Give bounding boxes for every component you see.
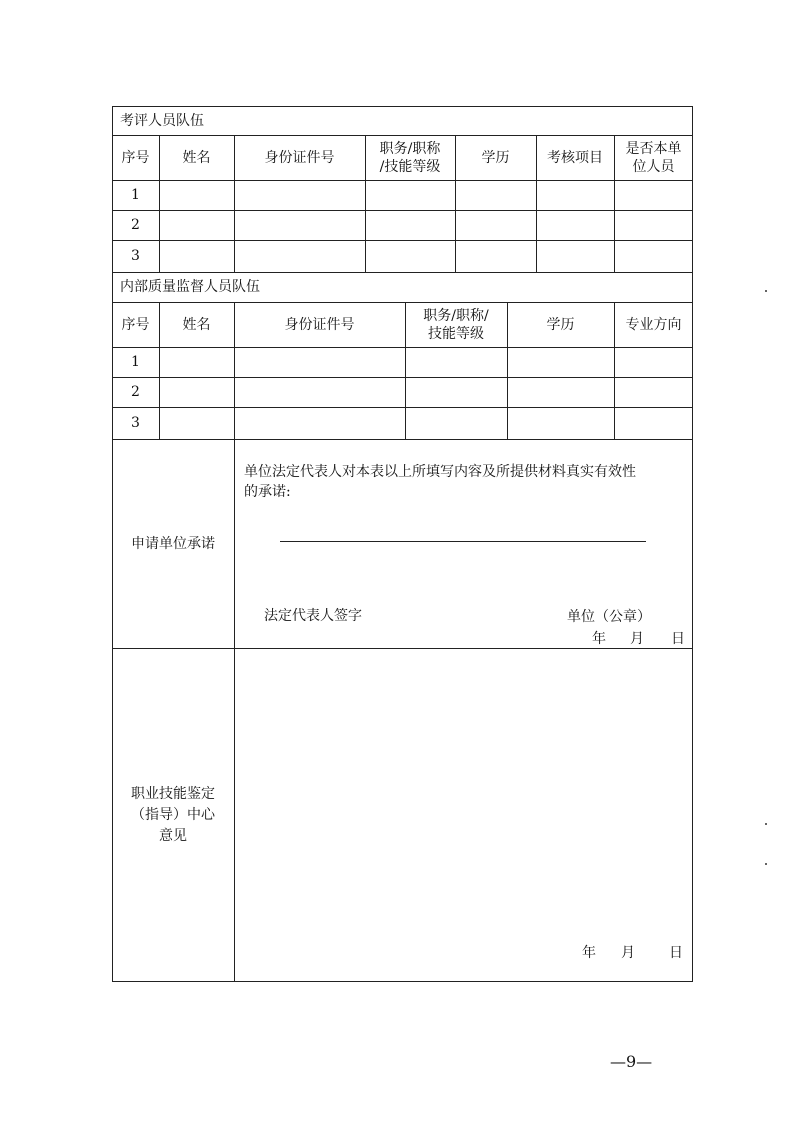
row-seq: 2 <box>131 384 140 400</box>
scan-speck <box>765 863 767 865</box>
header-specialty: 专业方向 <box>625 316 682 333</box>
row-seq: 1 <box>131 354 140 370</box>
row-line <box>112 377 693 378</box>
row-line <box>112 210 693 211</box>
row-line <box>112 407 693 408</box>
row-seq: 3 <box>131 248 140 264</box>
date-day: 日 <box>669 945 683 961</box>
commitment-signature-line <box>280 541 646 542</box>
row-seq: 2 <box>131 217 140 233</box>
row-seq: 3 <box>131 415 140 431</box>
date-month: 月 <box>621 945 635 961</box>
row-line <box>112 347 693 348</box>
header-assessment: 考核项目 <box>547 149 603 166</box>
date-year: 年 <box>582 945 596 961</box>
header-education: 学历 <box>481 149 510 166</box>
commitment-text-line1: 单位法定代表人对本表以上所填写内容及所提供材料真实有效性 <box>244 464 636 480</box>
date-year: 年 <box>592 631 606 647</box>
page-number: —9— <box>610 1052 653 1071</box>
header-name: 姓名 <box>182 149 211 166</box>
header-id: 身份证件号 <box>264 149 335 166</box>
header-seq: 序号 <box>121 149 150 166</box>
header-title: 职务/职称 /技能等级 <box>379 140 441 175</box>
scan-speck <box>765 823 767 825</box>
header-seq: 序号 <box>121 316 150 333</box>
opinion-label: 职业技能鉴定 （指导）中心 意见 <box>131 785 215 844</box>
commitment-label: 申请单位承诺 <box>131 535 215 552</box>
date-day: 日 <box>671 631 685 647</box>
row-line <box>112 180 693 181</box>
signature-label: 法定代表人签字 <box>264 608 362 624</box>
section2-title: 内部质量监督人员队伍 <box>120 279 260 295</box>
section1-title: 考评人员队伍 <box>120 112 204 129</box>
row-line <box>112 240 693 241</box>
scan-speck <box>765 290 767 292</box>
seal-label: 单位（公章） <box>567 609 651 625</box>
col-line <box>234 439 235 982</box>
row-seq: 1 <box>131 187 140 203</box>
header-education: 学历 <box>546 316 575 333</box>
commitment-text-line2: 的承诺: <box>244 484 291 500</box>
header-title: 职务/职称/ 技能等级 <box>423 307 489 342</box>
header-id: 身份证件号 <box>284 316 355 333</box>
header-member: 是否本单 位人员 <box>625 140 682 175</box>
header-name: 姓名 <box>182 316 211 333</box>
date-month: 月 <box>630 631 644 647</box>
